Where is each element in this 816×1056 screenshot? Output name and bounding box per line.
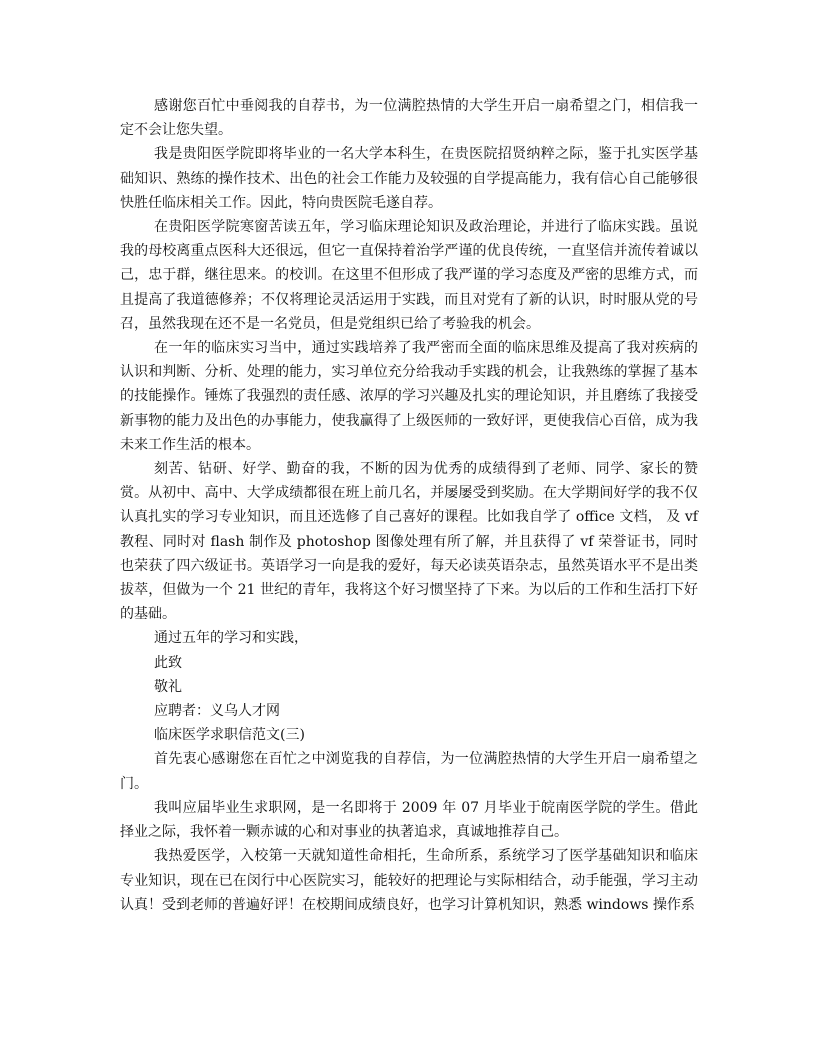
paragraph: 首先衷心感谢您在百忙之中浏览我的自荐信，为一位满腔热情的大学生开启一扇希望之门。: [120, 751, 698, 792]
paragraph: 我热爱医学，入校第一天就知道性命相托，生命所系，系统学习了医学基础知识和临床专业知识，现在已在闵行中心医院实习，能较好的把理论与实际相结合，动手能强，学习主动认真！受到老师的普遍好评！在校期间成绩良好，也学习计算机知识，熟悉 windows 操作系: [120, 848, 698, 913]
section-title: 临床医学求职信范文(三): [154, 727, 305, 744]
paragraph: 在一年的临床实习当中，通过实践培养了我严密而全面的临床思维及提高了我对疾病的认识和判断、分析、处理的能力，实习单位充分给我动手实践的机会，让我熟练的掌握了基本的技能操作。锤炼了我强烈的责任感、浓厚的学习兴趣及扎实的理论知识，并且磨练了我接受新事物的能力及出色的办事能力，使我赢得了上级医师的一致好评，更使我信心百倍，成为我未来工作生活的根本。: [120, 340, 698, 453]
paragraph: 我是贵阳医学院即将毕业的一名大学本科生，在贵医院招贤纳粹之际，鉴于扎实医学基础知识、熟练的操作技术、出色的社会工作能力及较强的自学提高能力，我有信心自己能够很快胜任临床相关工作。因此，特向贵医院毛遂自荐。: [120, 146, 698, 211]
salutation-line: 此致: [154, 654, 182, 671]
signature-line: 应聘者：义乌人才网: [154, 703, 280, 720]
letter-body: [120, 94, 698, 917]
paragraph: 感谢您百忙中垂阅我的自荐书，为一位满腔热情的大学生开启一扇希望之门，相信我一定不会让您失望。: [120, 98, 698, 139]
paragraph: 在贵阳医学院寒窗苦读五年，学习临床理论知识及政治理论，并进行了临床实践。虽说我的母校离重点医科大还很远，但它一直保持着治学严谨的优良传统，一直坚信并流传着诚以己，忠于群，继往思来。的校训。在这里不但形成了我严谨的学习态度及严密的思维方式，而且提高了我道德修养；不仅将理论灵活运用于实践，而且对党有了新的认识，时时服从党的号召，虽然我现在还不是一名党员，但是党组织已给了考验我的机会。: [120, 219, 698, 332]
salutation-line: 敬礼: [154, 678, 182, 695]
paragraph: 刻苦、钻研、好学、勤奋的我，不断的因为优秀的成绩得到了老师、同学、家长的赞赏。从初中、高中、大学成绩都很在班上前几名，并屡屡受到奖励。在大学期间好学的我不仅认真扎实的学习专业知识，而且还选修了自己喜好的课程。比如我自学了 office 文档， 及 vf 教程、同时对 flash 制作及 photoshop 图像处理有所了解，并且获得了 vf 荣誉证书，同时也荣获了四六级证书。英语学习一向是我的爱好，每天必读英语杂志，虽然英语水平不是出类拔萃，但做为一个 21 世纪的青年，我将这个好习惯坚持了下来。为以后的工作和生活打下好的基础。: [120, 461, 698, 623]
closing-line: 通过五年的学习和实践，: [154, 630, 308, 647]
paragraph: 我叫应届毕业生求职网，是一名即将于 2009 年 07 月毕业于皖南医学院的学生。借此择业之际，我怀着一颗赤诚的心和对事业的执著追求，真诚地推荐自己。: [120, 799, 698, 841]
